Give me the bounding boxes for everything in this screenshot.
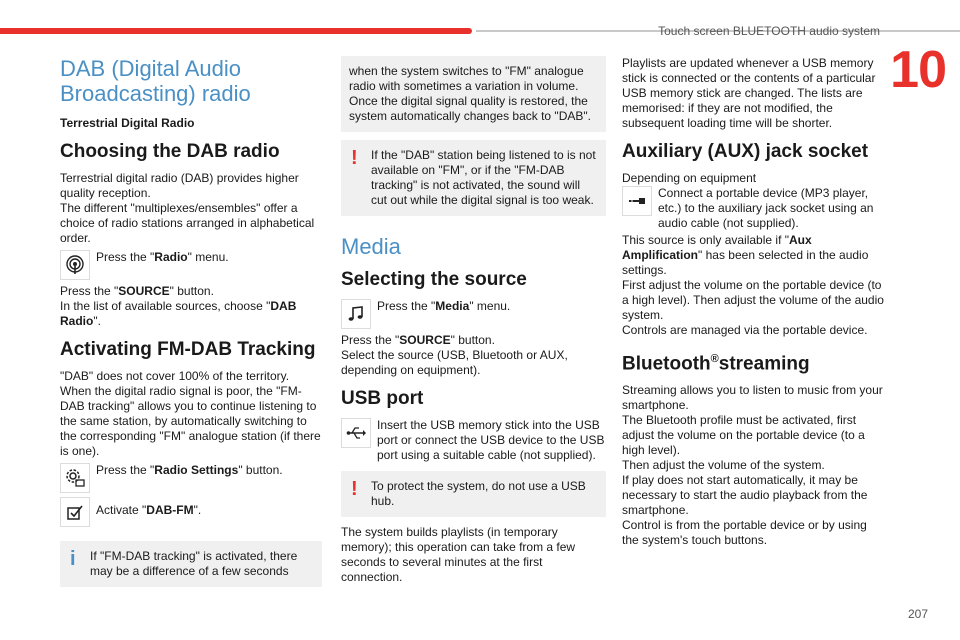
aux-availability	[622, 233, 884, 338]
heading-bluetooth	[622, 348, 884, 375]
bluetooth-text: Streaming allows you to listen to music from your smartphone. The Bluetooth profile must be activated, first adjust the volume on the portable device (to a high level). Then adjust the volume of the system. If play does not start automatically, it may be necessary to start the audio playback from the smartphone. Control is from the portable device or by using the system's touch buttons.	[622, 383, 883, 548]
bold-fragment: Media	[435, 299, 470, 313]
text-fragment: This source is only available if "	[622, 233, 789, 247]
warning-mark: !	[351, 147, 358, 169]
activate-text: "DAB" does not cover 100% of the territory. When the digital radio signal is poor, the "FM-DAB tracking" allows you to continue listening to the same station, by automatically switching to the corresponding "FM" analogue station (if there is one).	[60, 369, 321, 458]
header-title: Touch screen BLUETOOTH audio system	[658, 24, 880, 38]
select-instruction	[341, 333, 606, 378]
page-number: 207	[907, 607, 928, 621]
source-instruction	[60, 284, 322, 329]
page-title: DAB (Digital Audio Broadcasting) radio	[60, 56, 251, 106]
heading-usb-port: USB port	[341, 388, 424, 409]
text-fragment: " button. In the list of available sources, choose "	[60, 284, 271, 313]
section-subtitle: Terrestrial Digital Radio	[60, 116, 195, 130]
text-fragment: Press the "	[341, 333, 400, 347]
info-note-text: If "FM-DAB tracking" is activated, there may be a difference of a few seconds	[90, 549, 298, 578]
radio-icon	[60, 250, 90, 280]
chapter-number: 10	[890, 41, 946, 99]
dabfm-instruction	[60, 497, 322, 527]
info-mark: i	[70, 548, 76, 570]
bold-fragment: Aux Amplification	[622, 233, 812, 262]
usb-warning-note	[341, 471, 606, 517]
usb-icon	[341, 418, 371, 448]
text-fragment: ".	[193, 503, 202, 517]
warning-mark: !	[351, 478, 358, 500]
info-note	[60, 541, 322, 587]
text-fragment: " has been selected in the audio settings. First adjust the volume on the portable device (to a high level). Then adjust the volume of the audio system. Controls are managed via the portable device.	[622, 248, 884, 337]
text-fragment: ".	[93, 314, 101, 328]
usb-text: Insert the USB memory stick into the USB port or connect the USB device to the USB port using a suitable cable (not supplied).	[377, 418, 605, 462]
bold-fragment: Radio	[154, 250, 188, 264]
warning-note	[341, 140, 606, 216]
text-fragment: Press the "	[96, 463, 155, 477]
warning-note-text: If the "DAB" station being listened to is not available on "FM", or if the "FM-DAB tracking" is not activated, the sound will cut out while the digital signal is too weak.	[371, 148, 596, 207]
column-3	[622, 56, 884, 548]
text-fragment: " button.	[238, 463, 283, 477]
radio-settings-icon	[60, 463, 90, 493]
header-accent-bar	[0, 28, 472, 34]
text-fragment: " button. Select the source (USB, Bluetooth or AUX, depending on equipment).	[341, 333, 568, 377]
bold-fragment: SOURCE	[118, 284, 170, 298]
heading-aux: Auxiliary (AUX) jack socket	[622, 141, 869, 162]
bold-fragment: DAB-FM	[146, 503, 194, 517]
aux-equipment: Depending on equipment	[622, 171, 757, 185]
text-fragment: Activate "	[96, 503, 147, 517]
bold-fragment: Radio Settings	[154, 463, 239, 477]
usb-instruction	[341, 418, 606, 463]
playlist-text: The system builds playlists (in temporary memory); this operation can take from a few seconds to several minutes at the first connection.	[341, 525, 576, 584]
text-fragment: Press the "	[377, 299, 436, 313]
bold-fragment: SOURCE	[399, 333, 451, 347]
heading-activate-tracking: Activating FM-DAB Tracking	[60, 339, 316, 360]
info-note-continued	[341, 56, 606, 132]
bold-fragment: DAB Radio	[60, 299, 297, 328]
heading-select-source: Selecting the source	[341, 269, 527, 290]
text-fragment: Press the "	[96, 250, 155, 264]
heading-choose-dab: Choosing the DAB radio	[60, 141, 280, 162]
music-note-icon	[341, 299, 371, 329]
usb-warning-text: To protect the system, do not use a USB hub.	[371, 479, 586, 508]
playlist-update-text: Playlists are updated whenever a USB memory stick is connected or the contents of a particular USB memory stick are changed. The lists are memorised: if they are not modified, the subsequent loading time will be shorter.	[622, 56, 876, 130]
aux-connect-text: Connect a portable device (MP3 player, etc.) to the auxiliary jack socket using an audio cable (not supplied).	[658, 186, 874, 230]
checkbox-edit-icon	[60, 497, 90, 527]
registered-mark: ®	[710, 353, 719, 365]
text-fragment: " menu.	[469, 299, 511, 313]
info-note-continued-text: when the system switches to "FM" analogue radio with sometimes a variation in volume. Once the digital signal quality is restored, the system automatically changes back to "DAB".	[349, 64, 591, 123]
heading-media: Media	[341, 234, 401, 259]
aux-instruction	[622, 186, 884, 231]
radio-instruction	[60, 250, 322, 280]
text-fragment: streaming	[718, 353, 810, 375]
text-fragment: " menu.	[187, 250, 229, 264]
column-1	[60, 56, 322, 595]
media-instruction	[341, 299, 606, 329]
aux-jack-icon	[622, 186, 652, 216]
text-fragment: Press the "	[60, 284, 119, 298]
choose-text: Terrestrial digital radio (DAB) provides higher quality reception. The different "multiplexes/ensembles" offer a choice of radio stations arranged in alphabetical order.	[60, 171, 315, 245]
column-2	[341, 56, 606, 585]
settings-instruction	[60, 463, 322, 493]
text-fragment: Bluetooth	[622, 353, 711, 375]
